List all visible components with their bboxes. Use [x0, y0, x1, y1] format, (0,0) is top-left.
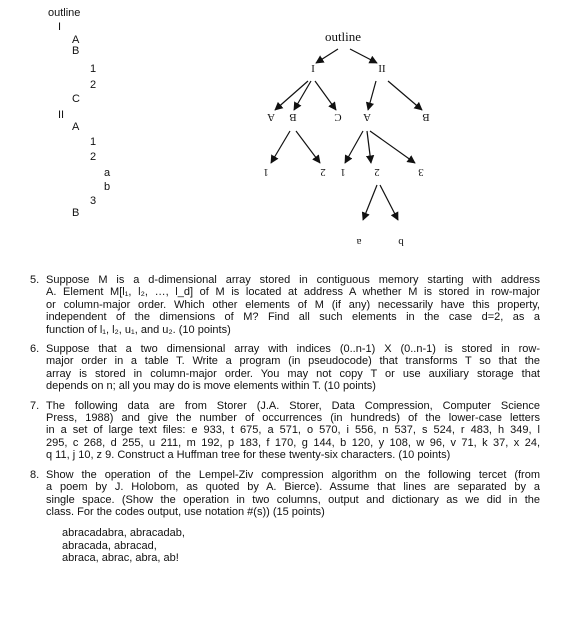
problem-text-line: Suppose M is a d-dimensional array stored in contiguous memory starting with address	[46, 274, 540, 286]
tree-level3-label: 1	[263, 166, 269, 178]
tree-level2-label: A	[267, 111, 275, 123]
problem-text-line: Suppose that a two dimensional array with indices (0..n-1) X (0..n-1) is stored in row-	[46, 343, 540, 356]
tree-edges	[271, 49, 422, 220]
tercet-poem	[62, 527, 540, 564]
problem-text-line: A. Element M[l₁, l₂, …, l_d] of M is located at address A whether M is stored in row-major	[46, 286, 540, 299]
tree-level2-label: B	[289, 111, 297, 123]
tree-nodes	[263, 29, 429, 248]
tree-edge-arrow	[388, 81, 422, 110]
problem-number: 8.	[30, 468, 40, 481]
problem-block	[30, 343, 540, 393]
poem-line: abraca, abrac, abra, ab!	[62, 552, 179, 565]
tree-level4-label: b	[398, 236, 404, 248]
outline-row-label: 3	[90, 195, 97, 207]
tree-level2-label: C	[334, 111, 342, 123]
problem-text-line: array is stored in column-major order. You may not copy T or use auxiliary storage that	[46, 367, 540, 380]
problem-text-line: class. For the codes output, use notation #(s)) (15 points)	[46, 505, 325, 518]
tree-edge-arrow	[271, 131, 290, 163]
problem-text-line: in a set of large text files: e 933, t 675, a 571, o 570, i 556, n 537, s 524, r 483, h 349, l	[46, 424, 540, 437]
problem-text-line: 295, c 268, d 255, u 211, m 192, p 183, f 170, g 144, b 120, y 108, w 96, v 71, k 37, x 24,	[46, 436, 540, 449]
tree-edge-arrow	[296, 131, 320, 163]
tree-level3-label: 1	[340, 166, 346, 178]
problem-list	[30, 274, 540, 572]
tree-root-label: outline	[324, 29, 362, 44]
tree-edge-arrow	[380, 185, 398, 220]
outline-row-label: I	[58, 21, 62, 33]
problem-text-line: depends on n; all you may do is move elements within T. (10 points)	[46, 380, 376, 393]
outline-row-label: B	[72, 207, 80, 219]
outline-row-label: a	[104, 167, 111, 179]
tree-edge-arrow	[350, 49, 377, 63]
outline-row-label: C	[72, 93, 80, 105]
outline-tree-diagram	[250, 25, 450, 255]
outline-row-label: b	[104, 181, 111, 193]
problem-block	[30, 469, 540, 565]
problem-text-line: q 11, j 10, z 9. Construct a Huffman tree for these twenty-six characters. (10 points)	[46, 449, 451, 462]
problem-number: 5.	[30, 274, 40, 286]
problem-text-line: independent of the dimensions of M? Find all such elements in the case d=2, as a	[46, 311, 540, 324]
problem-text-line: single space. (Show the operation in two columns, output and dictionary as we did in the	[46, 493, 540, 506]
problem-text-line: Press, 1988) and give the number of occurrences (in hundreds) of the lower-case letters	[46, 412, 540, 425]
problem-block	[30, 274, 540, 336]
outline-row-label: 2	[90, 151, 97, 163]
problem-text-line: major order in a table T. Write a program (in pseudocode) that transforms T so that the	[46, 355, 540, 368]
tree-level3-label: 2	[320, 166, 326, 178]
tree-level4-label: a	[356, 236, 362, 248]
outline-row-label: 1	[90, 136, 97, 148]
poem-line: abracadabra, abracadab,	[62, 527, 185, 540]
problem-number: 6.	[30, 343, 40, 356]
tree-level2-label: B	[422, 111, 430, 123]
problem-text-line: function of l₁, l₂, u₁, and u₂. (10 points)	[46, 323, 231, 336]
problem-number: 7.	[30, 399, 40, 412]
tree-level2-label: A	[363, 111, 371, 123]
problem-text-line: The following data are from Storer (J.A. Storer, Data Compression, Computer Science	[46, 399, 540, 412]
outline-row-label: B	[72, 45, 80, 57]
problem-text-line: Show the operation of the Lempel-Ziv compression algorithm on the following tercet (from	[46, 468, 540, 481]
outline-row-label: 2	[90, 79, 97, 91]
problem-text-line: or column-major order. Which other elements of M (if any) necessarily have this property,	[46, 298, 540, 311]
tree-level3-label: 2	[374, 166, 380, 178]
tree-edge-arrow	[367, 131, 371, 163]
outline-title: outline	[48, 7, 81, 19]
tree-edge-arrow	[345, 131, 363, 163]
outline-row-label: 1	[90, 63, 97, 75]
outline-row-label: II	[58, 109, 65, 121]
tree-level1-label: II	[378, 62, 386, 74]
outline-row-label: A	[72, 34, 80, 46]
poem-line: abracada, abracad,	[62, 539, 157, 552]
tree-edge-arrow	[368, 81, 376, 110]
outline-row-label: A	[72, 121, 80, 133]
tree-level3-label: 3	[418, 166, 424, 178]
tree-level1-label: I	[311, 62, 315, 74]
tree-edge-arrow	[363, 185, 377, 220]
tree-edge-arrow	[370, 131, 415, 163]
problem-text-line: a poem by J. Holobom, as quoted by A. Bierce). Assume that lines are separated by a	[46, 481, 540, 494]
problem-block	[30, 400, 540, 462]
tree-edge-arrow	[315, 81, 336, 110]
tree-edge-arrow	[316, 49, 338, 63]
